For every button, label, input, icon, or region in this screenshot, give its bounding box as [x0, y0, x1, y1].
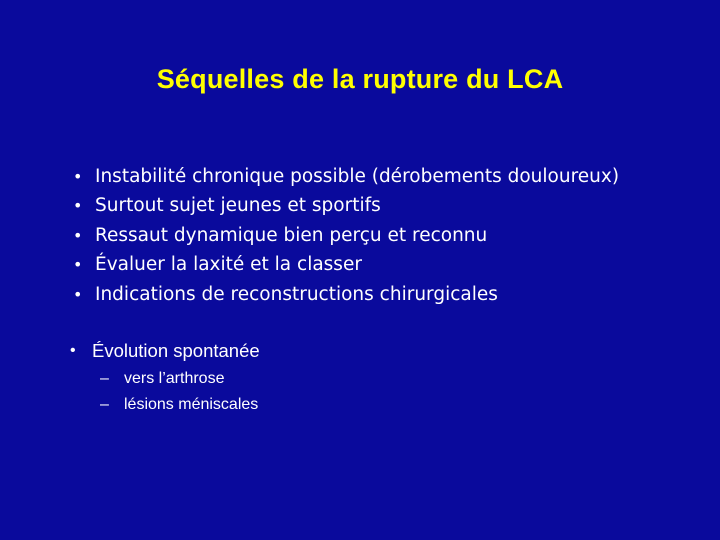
sub-dash: – [100, 370, 109, 387]
bullet-dot: • [73, 285, 83, 304]
bullet-text: Ressaut dynamique bien perçu et reconnu [95, 225, 488, 246]
bullet-dot: • [73, 255, 83, 274]
bullet-text: Surtout sujet jeunes et sportifs [95, 195, 381, 216]
evolution-label: Évolution spontanée [92, 340, 260, 361]
sub-item-text: lésions méniscales [124, 396, 259, 413]
bullet-dot: • [70, 342, 76, 359]
slide-title: Séquelles de la rupture du LCA [156, 64, 564, 94]
bullet-dot: • [73, 196, 83, 215]
bullet-dot: • [73, 226, 83, 245]
bullet-text: Évaluer la laxité et la classer [95, 254, 362, 275]
bullet-text: Instabilité chronique possible (dérobements douloureux) [95, 166, 620, 187]
bullet-dot: • [73, 167, 83, 186]
sub-dash: – [100, 396, 109, 413]
bullet-text: Indications de reconstructions chirurgicales [95, 284, 498, 305]
sub-item-text: vers l’arthrose [124, 370, 225, 387]
